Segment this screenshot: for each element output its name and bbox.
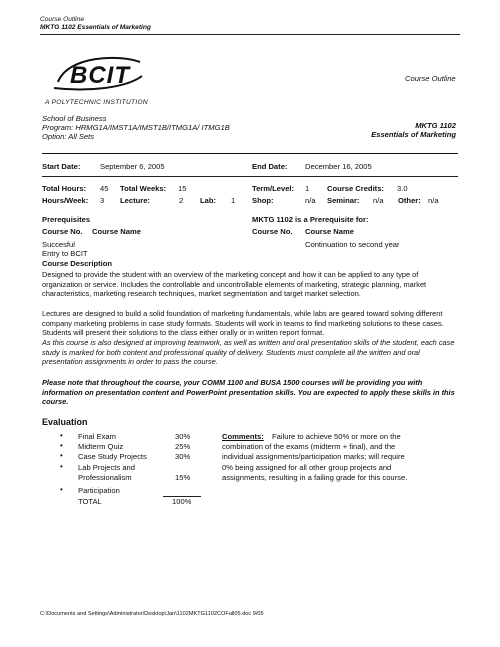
- description-paragraph-3: Please note that throughout the course, your COMM 1100 and BUSA 1500 courses will be providing you with information on presentation content and PowerPoint presentation skills. You are expected to apply these skills in this course.: [42, 378, 455, 407]
- start-date-value: September 6, 2005: [100, 162, 165, 171]
- seminar-label: Seminar:: [327, 196, 360, 205]
- other-label: Other:: [398, 196, 421, 205]
- bullet-icon: •: [60, 441, 63, 450]
- prereq-for-col-name: Course Name: [305, 227, 354, 236]
- description-paragraph-2a: Lectures are designed to build a solid foundation of marketing fundamentals, while labs are geared toward solving different company marketing problems in case study formats. Students will work in teams to find marketing solutions to these cases. Students will present their solutions to the class either orally or in written report format.: [42, 309, 444, 338]
- lab-value: 1: [231, 196, 236, 205]
- running-header-course: MKTG 1102 Essentials of Marketing: [40, 24, 151, 31]
- evaluation-heading: Evaluation: [42, 417, 88, 427]
- prereq-line-1: Succesful: [42, 240, 75, 249]
- total-weeks-label: Total Weeks:: [120, 184, 167, 193]
- bullet-icon: •: [60, 431, 63, 440]
- eval-item-label: Case Study Projects: [78, 452, 147, 461]
- footer-file-path: C:\Documents and Settings\Administrator\Desktop\Jan\1102MKTG1102COFall05.doc 9/05: [40, 611, 264, 617]
- start-date-label: Start Date:: [42, 162, 81, 171]
- comments-line: assignments, resulting in a failing grade for this course.: [222, 473, 408, 482]
- shop-label: Shop:: [252, 196, 274, 205]
- header-rule: [40, 34, 460, 35]
- comments-line: combination of the exams (midterm + final), and the: [222, 442, 396, 451]
- course-name: Essentials of Marketing: [371, 130, 456, 139]
- prereq-col-name: Course Name: [92, 227, 141, 236]
- logo-text: BCIT: [70, 62, 130, 89]
- bcit-logo: [48, 52, 148, 100]
- term-value: 1: [305, 184, 310, 193]
- total-hours-value: 45: [100, 184, 109, 193]
- eval-item-label: Final Exam: [78, 432, 116, 441]
- eval-item-label: Participation: [78, 486, 120, 495]
- end-date-label: End Date:: [252, 162, 288, 171]
- end-date-value: December 16, 2005: [305, 162, 372, 171]
- credits-label: Course Credits:: [327, 184, 384, 193]
- total-weeks-value: 15: [178, 184, 187, 193]
- comments-line: Failure to achieve 50% or more on the: [272, 432, 401, 441]
- comments-line: individual assignments/participation marks; will require: [222, 452, 405, 461]
- eval-item-value: 15%: [175, 473, 191, 482]
- prereq-line-2: Entry to BCIT: [42, 249, 88, 258]
- eval-item-label: Midterm Quiz: [78, 442, 124, 451]
- comments-line: 0% being assigned for all other group projects and: [222, 463, 392, 472]
- credits-value: 3.0: [397, 184, 408, 193]
- course-code: MKTG 1102: [415, 121, 456, 130]
- comments-label: Comments:: [222, 432, 264, 441]
- prerequisites-heading: Prerequisites: [42, 215, 91, 224]
- eval-item-value: 30%: [175, 452, 191, 461]
- description-paragraph-2b: As this course is also designed at improving teamwork, as well as written and oral presentation skills of the student, each case study is marked for both content and professional quality of delivery. Students must complete all the written and oral presentation assignments in order to pass the course.: [42, 338, 455, 367]
- eval-total-value: 100%: [172, 497, 192, 506]
- eval-total-label: TOTAL: [78, 497, 102, 506]
- option-line: Option: All Sets: [42, 132, 95, 141]
- eval-item-value: 30%: [175, 432, 191, 441]
- lab-label: Lab:: [200, 196, 217, 205]
- hours-per-week-label: Hours/Week:: [42, 196, 89, 205]
- eval-item-label: Lab Projects and: [78, 463, 135, 472]
- total-hours-label: Total Hours:: [42, 184, 87, 193]
- description-paragraph-1: Designed to provide the student with an overview of the marketing concept and how it can be applied to any type of organization or service. Includes the controllable and uncontrollable elements of marketing, strategic planning, market characteristics, marketing research techniques, market segmentation and target market selection.: [42, 270, 427, 299]
- prereq-col-number: Course No.: [42, 227, 83, 236]
- bullet-icon: •: [60, 485, 63, 494]
- seminar-value: n/a: [373, 196, 384, 205]
- bullet-icon: •: [60, 451, 63, 460]
- lecture-label: Lecture:: [120, 196, 150, 205]
- prereq-for-heading: MKTG 1102 is a Prerequisite for:: [252, 215, 369, 224]
- eval-item-value: 25%: [175, 442, 191, 451]
- other-value: n/a: [428, 196, 439, 205]
- logo-tagline: A POLYTECHNIC INSTITUTION: [45, 99, 148, 106]
- dates-rule: [42, 176, 458, 177]
- hours-per-week-value: 3: [100, 196, 105, 205]
- bullet-icon: •: [60, 462, 63, 471]
- shop-value: n/a: [305, 196, 316, 205]
- eval-item-label-continued: Professionalism: [78, 473, 132, 482]
- header-right-label: Course Outline: [405, 74, 456, 83]
- running-header-title: Course Outline: [40, 16, 84, 23]
- term-label: Term/Level:: [252, 184, 295, 193]
- description-heading: Course Description: [42, 259, 113, 268]
- prereq-for-col-number: Course No.: [252, 227, 293, 236]
- school-name: School of Business: [42, 114, 107, 123]
- lecture-value: 2: [179, 196, 184, 205]
- program-line: Program: HRMG1A/IMST1A/IMST1B/ITMG1A/ ITMG1B: [42, 123, 230, 132]
- prereq-for-value: Continuation to second year: [305, 240, 400, 249]
- section-rule: [42, 153, 458, 154]
